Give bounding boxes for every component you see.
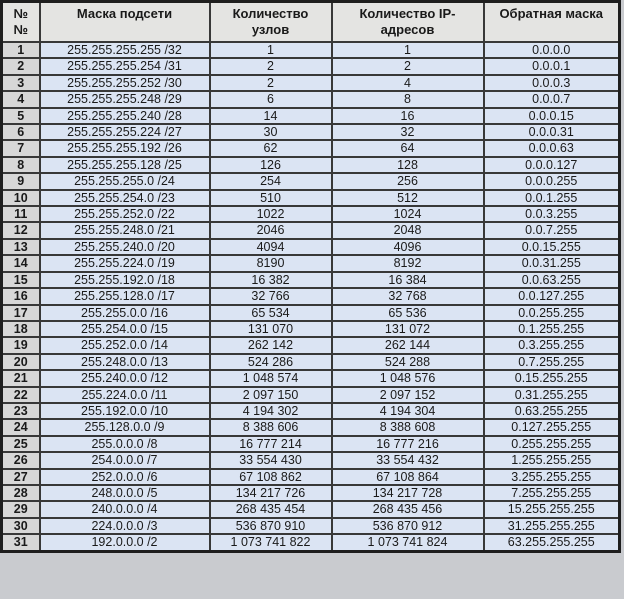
table-row: [2, 403, 620, 419]
wildcard-mask-cell: 0.0.0.7: [484, 91, 620, 107]
header-row: [2, 2, 620, 43]
subnet-mask-cell: 255.255.255.248 /29: [40, 91, 210, 107]
row-number-cell: 27: [2, 469, 40, 485]
table-row: [2, 337, 620, 353]
wildcard-mask-cell: 0.0.0.3: [484, 75, 620, 91]
row-number-cell: 1: [2, 42, 40, 58]
table-row: [2, 501, 620, 517]
wildcard-mask-cell: 0.31.255.255: [484, 387, 620, 403]
ip-count-cell: 2 097 152: [332, 387, 484, 403]
wildcard-mask-cell: 0.0.63.255: [484, 272, 620, 288]
row-number-cell: 26: [2, 452, 40, 468]
subnet-mask-cell: 254.0.0.0 /7: [40, 452, 210, 468]
column-header-ip-count: Количество IP-адресов: [332, 2, 484, 43]
row-number-cell: 8: [2, 157, 40, 173]
wildcard-mask-cell: 0.1.255.255: [484, 321, 620, 337]
ip-count-cell: 512: [332, 190, 484, 206]
table-row: [2, 173, 620, 189]
host-count-cell: 2046: [210, 222, 332, 238]
subnet-mask-cell: 255.255.0.0 /16: [40, 305, 210, 321]
row-number-cell: 21: [2, 370, 40, 386]
table-row: [2, 255, 620, 271]
row-number-cell: 15: [2, 272, 40, 288]
row-number-cell: 7: [2, 140, 40, 156]
row-number-cell: 5: [2, 108, 40, 124]
wildcard-mask-cell: 0.0.0.1: [484, 58, 620, 74]
ip-count-cell: 4096: [332, 239, 484, 255]
subnet-mask-cell: 255.255.224.0 /19: [40, 255, 210, 271]
ip-count-cell: 8192: [332, 255, 484, 271]
table-row: [2, 485, 620, 501]
ip-count-cell: 262 144: [332, 337, 484, 353]
wildcard-mask-cell: 0.7.255.255: [484, 354, 620, 370]
row-number-cell: 2: [2, 58, 40, 74]
ip-count-cell: 2: [332, 58, 484, 74]
row-number-cell: 19: [2, 337, 40, 353]
wildcard-mask-cell: 0.0.0.63: [484, 140, 620, 156]
table-row: [2, 124, 620, 140]
wildcard-mask-cell: 3.255.255.255: [484, 469, 620, 485]
table-row: [2, 206, 620, 222]
wildcard-mask-cell: 0.0.7.255: [484, 222, 620, 238]
wildcard-mask-cell: 0.0.0.15: [484, 108, 620, 124]
host-count-cell: 536 870 910: [210, 518, 332, 534]
ip-count-cell: 131 072: [332, 321, 484, 337]
host-count-cell: 1 073 741 822: [210, 534, 332, 551]
subnet-mask-cell: 255.255.255.255 /32: [40, 42, 210, 58]
row-number-cell: 3: [2, 75, 40, 91]
table-row: [2, 469, 620, 485]
wildcard-mask-cell: 63.255.255.255: [484, 534, 620, 551]
wildcard-mask-cell: 0.255.255.255: [484, 436, 620, 452]
table-row: [2, 91, 620, 107]
table-header: [2, 2, 620, 43]
host-count-cell: 268 435 454: [210, 501, 332, 517]
subnet-mask-cell: 255.224.0.0 /11: [40, 387, 210, 403]
wildcard-mask-cell: 0.0.0.0: [484, 42, 620, 58]
ip-count-cell: 128: [332, 157, 484, 173]
host-count-cell: 32 766: [210, 288, 332, 304]
ip-count-cell: 256: [332, 173, 484, 189]
ip-count-cell: 33 554 432: [332, 452, 484, 468]
row-number-cell: 31: [2, 534, 40, 551]
subnet-mask-cell: 255.240.0.0 /12: [40, 370, 210, 386]
subnet-mask-cell: 248.0.0.0 /5: [40, 485, 210, 501]
host-count-cell: 126: [210, 157, 332, 173]
row-number-cell: 20: [2, 354, 40, 370]
host-count-cell: 1 048 574: [210, 370, 332, 386]
subnet-mask-cell: 255.255.192.0 /18: [40, 272, 210, 288]
wildcard-mask-cell: 0.63.255.255: [484, 403, 620, 419]
table-row: [2, 354, 620, 370]
wildcard-mask-cell: 0.0.3.255: [484, 206, 620, 222]
subnet-mask-cell: 255.255.255.192 /26: [40, 140, 210, 156]
table-row: [2, 42, 620, 58]
host-count-cell: 16 777 214: [210, 436, 332, 452]
wildcard-mask-cell: 0.0.127.255: [484, 288, 620, 304]
subnet-mask-cell: 255.255.252.0 /22: [40, 206, 210, 222]
wildcard-mask-cell: 0.127.255.255: [484, 419, 620, 435]
row-number-cell: 10: [2, 190, 40, 206]
host-count-cell: 4 194 302: [210, 403, 332, 419]
column-header-wildcard-mask: Обратная маска: [484, 2, 620, 43]
host-count-cell: 16 382: [210, 272, 332, 288]
column-header-number: №№: [2, 2, 40, 43]
column-header-host-count: Количество узлов: [210, 2, 332, 43]
subnet-mask-cell: 224.0.0.0 /3: [40, 518, 210, 534]
subnet-mask-cell: 255.128.0.0 /9: [40, 419, 210, 435]
host-count-cell: 33 554 430: [210, 452, 332, 468]
subnet-mask-cell: 255.255.254.0 /23: [40, 190, 210, 206]
table-row: [2, 157, 620, 173]
table-row: [2, 75, 620, 91]
table-row: [2, 452, 620, 468]
row-number-cell: 4: [2, 91, 40, 107]
table-row: [2, 534, 620, 551]
row-number-cell: 23: [2, 403, 40, 419]
ip-count-cell: 4: [332, 75, 484, 91]
table-row: [2, 140, 620, 156]
row-number-cell: 12: [2, 222, 40, 238]
host-count-cell: 131 070: [210, 321, 332, 337]
row-number-cell: 25: [2, 436, 40, 452]
table-row: [2, 419, 620, 435]
subnet-table-body: [2, 42, 620, 551]
ip-count-cell: 16: [332, 108, 484, 124]
host-count-cell: 67 108 862: [210, 469, 332, 485]
host-count-cell: 2: [210, 58, 332, 74]
subnet-mask-cell: 255.252.0.0 /14: [40, 337, 210, 353]
ip-count-cell: 4 194 304: [332, 403, 484, 419]
row-number-cell: 11: [2, 206, 40, 222]
row-number-cell: 13: [2, 239, 40, 255]
wildcard-mask-cell: 0.3.255.255: [484, 337, 620, 353]
host-count-cell: 262 142: [210, 337, 332, 353]
subnet-mask-cell: 192.0.0.0 /2: [40, 534, 210, 551]
subnet-mask-cell: 252.0.0.0 /6: [40, 469, 210, 485]
table-row: [2, 387, 620, 403]
host-count-cell: 4094: [210, 239, 332, 255]
subnet-mask-cell: 255.254.0.0 /15: [40, 321, 210, 337]
ip-count-cell: 16 384: [332, 272, 484, 288]
row-number-cell: 28: [2, 485, 40, 501]
ip-count-cell: 8: [332, 91, 484, 107]
ip-count-cell: 32: [332, 124, 484, 140]
subnet-mask-cell: 255.255.255.128 /25: [40, 157, 210, 173]
ip-count-cell: 134 217 728: [332, 485, 484, 501]
wildcard-mask-cell: 15.255.255.255: [484, 501, 620, 517]
host-count-cell: 510: [210, 190, 332, 206]
ip-count-cell: 1: [332, 42, 484, 58]
subnet-mask-cell: 255.255.248.0 /21: [40, 222, 210, 238]
ip-count-cell: 268 435 456: [332, 501, 484, 517]
host-count-cell: 14: [210, 108, 332, 124]
wildcard-mask-cell: 0.0.31.255: [484, 255, 620, 271]
wildcard-mask-cell: 0.0.15.255: [484, 239, 620, 255]
host-count-cell: 524 286: [210, 354, 332, 370]
host-count-cell: 1022: [210, 206, 332, 222]
ip-count-cell: 1 048 576: [332, 370, 484, 386]
row-number-cell: 16: [2, 288, 40, 304]
ip-count-cell: 67 108 864: [332, 469, 484, 485]
host-count-cell: 8190: [210, 255, 332, 271]
table-row: [2, 436, 620, 452]
subnet-mask-cell: 240.0.0.0 /4: [40, 501, 210, 517]
wildcard-mask-cell: 0.0.0.31: [484, 124, 620, 140]
host-count-cell: 30: [210, 124, 332, 140]
table-row: [2, 305, 620, 321]
subnet-mask-cell: 255.248.0.0 /13: [40, 354, 210, 370]
row-number-cell: 14: [2, 255, 40, 271]
table-row: [2, 239, 620, 255]
ip-count-cell: 2048: [332, 222, 484, 238]
subnet-mask-cell: 255.255.240.0 /20: [40, 239, 210, 255]
table-row: [2, 321, 620, 337]
subnet-mask-cell: 255.192.0.0 /10: [40, 403, 210, 419]
row-number-cell: 29: [2, 501, 40, 517]
host-count-cell: 2: [210, 75, 332, 91]
subnet-mask-cell: 255.255.255.240 /28: [40, 108, 210, 124]
subnet-mask-cell: 255.255.128.0 /17: [40, 288, 210, 304]
table-row: [2, 370, 620, 386]
wildcard-mask-cell: 1.255.255.255: [484, 452, 620, 468]
wildcard-mask-cell: 0.0.1.255: [484, 190, 620, 206]
ip-count-cell: 1 073 741 824: [332, 534, 484, 551]
host-count-cell: 254: [210, 173, 332, 189]
ip-count-cell: 1024: [332, 206, 484, 222]
wildcard-mask-cell: 0.15.255.255: [484, 370, 620, 386]
ip-count-cell: 32 768: [332, 288, 484, 304]
subnet-mask-cell: 255.255.255.252 /30: [40, 75, 210, 91]
ip-count-cell: 65 536: [332, 305, 484, 321]
row-number-cell: 18: [2, 321, 40, 337]
row-number-cell: 17: [2, 305, 40, 321]
host-count-cell: 65 534: [210, 305, 332, 321]
ip-count-cell: 64: [332, 140, 484, 156]
row-number-cell: 9: [2, 173, 40, 189]
row-number-cell: 30: [2, 518, 40, 534]
host-count-cell: 62: [210, 140, 332, 156]
wildcard-mask-cell: 0.0.0.255: [484, 173, 620, 189]
wildcard-mask-cell: 31.255.255.255: [484, 518, 620, 534]
table-row: [2, 108, 620, 124]
wildcard-mask-cell: 0.0.255.255: [484, 305, 620, 321]
ip-count-cell: 8 388 608: [332, 419, 484, 435]
subnet-mask-cell: 255.255.255.0 /24: [40, 173, 210, 189]
host-count-cell: 8 388 606: [210, 419, 332, 435]
host-count-cell: 6: [210, 91, 332, 107]
host-count-cell: 134 217 726: [210, 485, 332, 501]
wildcard-mask-cell: 7.255.255.255: [484, 485, 620, 501]
subnet-mask-cell: 255.255.255.224 /27: [40, 124, 210, 140]
column-header-subnet-mask: Маска подсети: [40, 2, 210, 43]
host-count-cell: 1: [210, 42, 332, 58]
table-row: [2, 190, 620, 206]
ip-count-cell: 524 288: [332, 354, 484, 370]
table-row: [2, 222, 620, 238]
subnet-mask-cell: 255.255.255.254 /31: [40, 58, 210, 74]
table-row: [2, 518, 620, 534]
row-number-cell: 24: [2, 419, 40, 435]
table-row: [2, 288, 620, 304]
subnet-mask-cell: 255.0.0.0 /8: [40, 436, 210, 452]
row-number-cell: 22: [2, 387, 40, 403]
wildcard-mask-cell: 0.0.0.127: [484, 157, 620, 173]
table-row: [2, 58, 620, 74]
ip-count-cell: 536 870 912: [332, 518, 484, 534]
table-row: [2, 272, 620, 288]
row-number-cell: 6: [2, 124, 40, 140]
ip-count-cell: 16 777 216: [332, 436, 484, 452]
host-count-cell: 2 097 150: [210, 387, 332, 403]
